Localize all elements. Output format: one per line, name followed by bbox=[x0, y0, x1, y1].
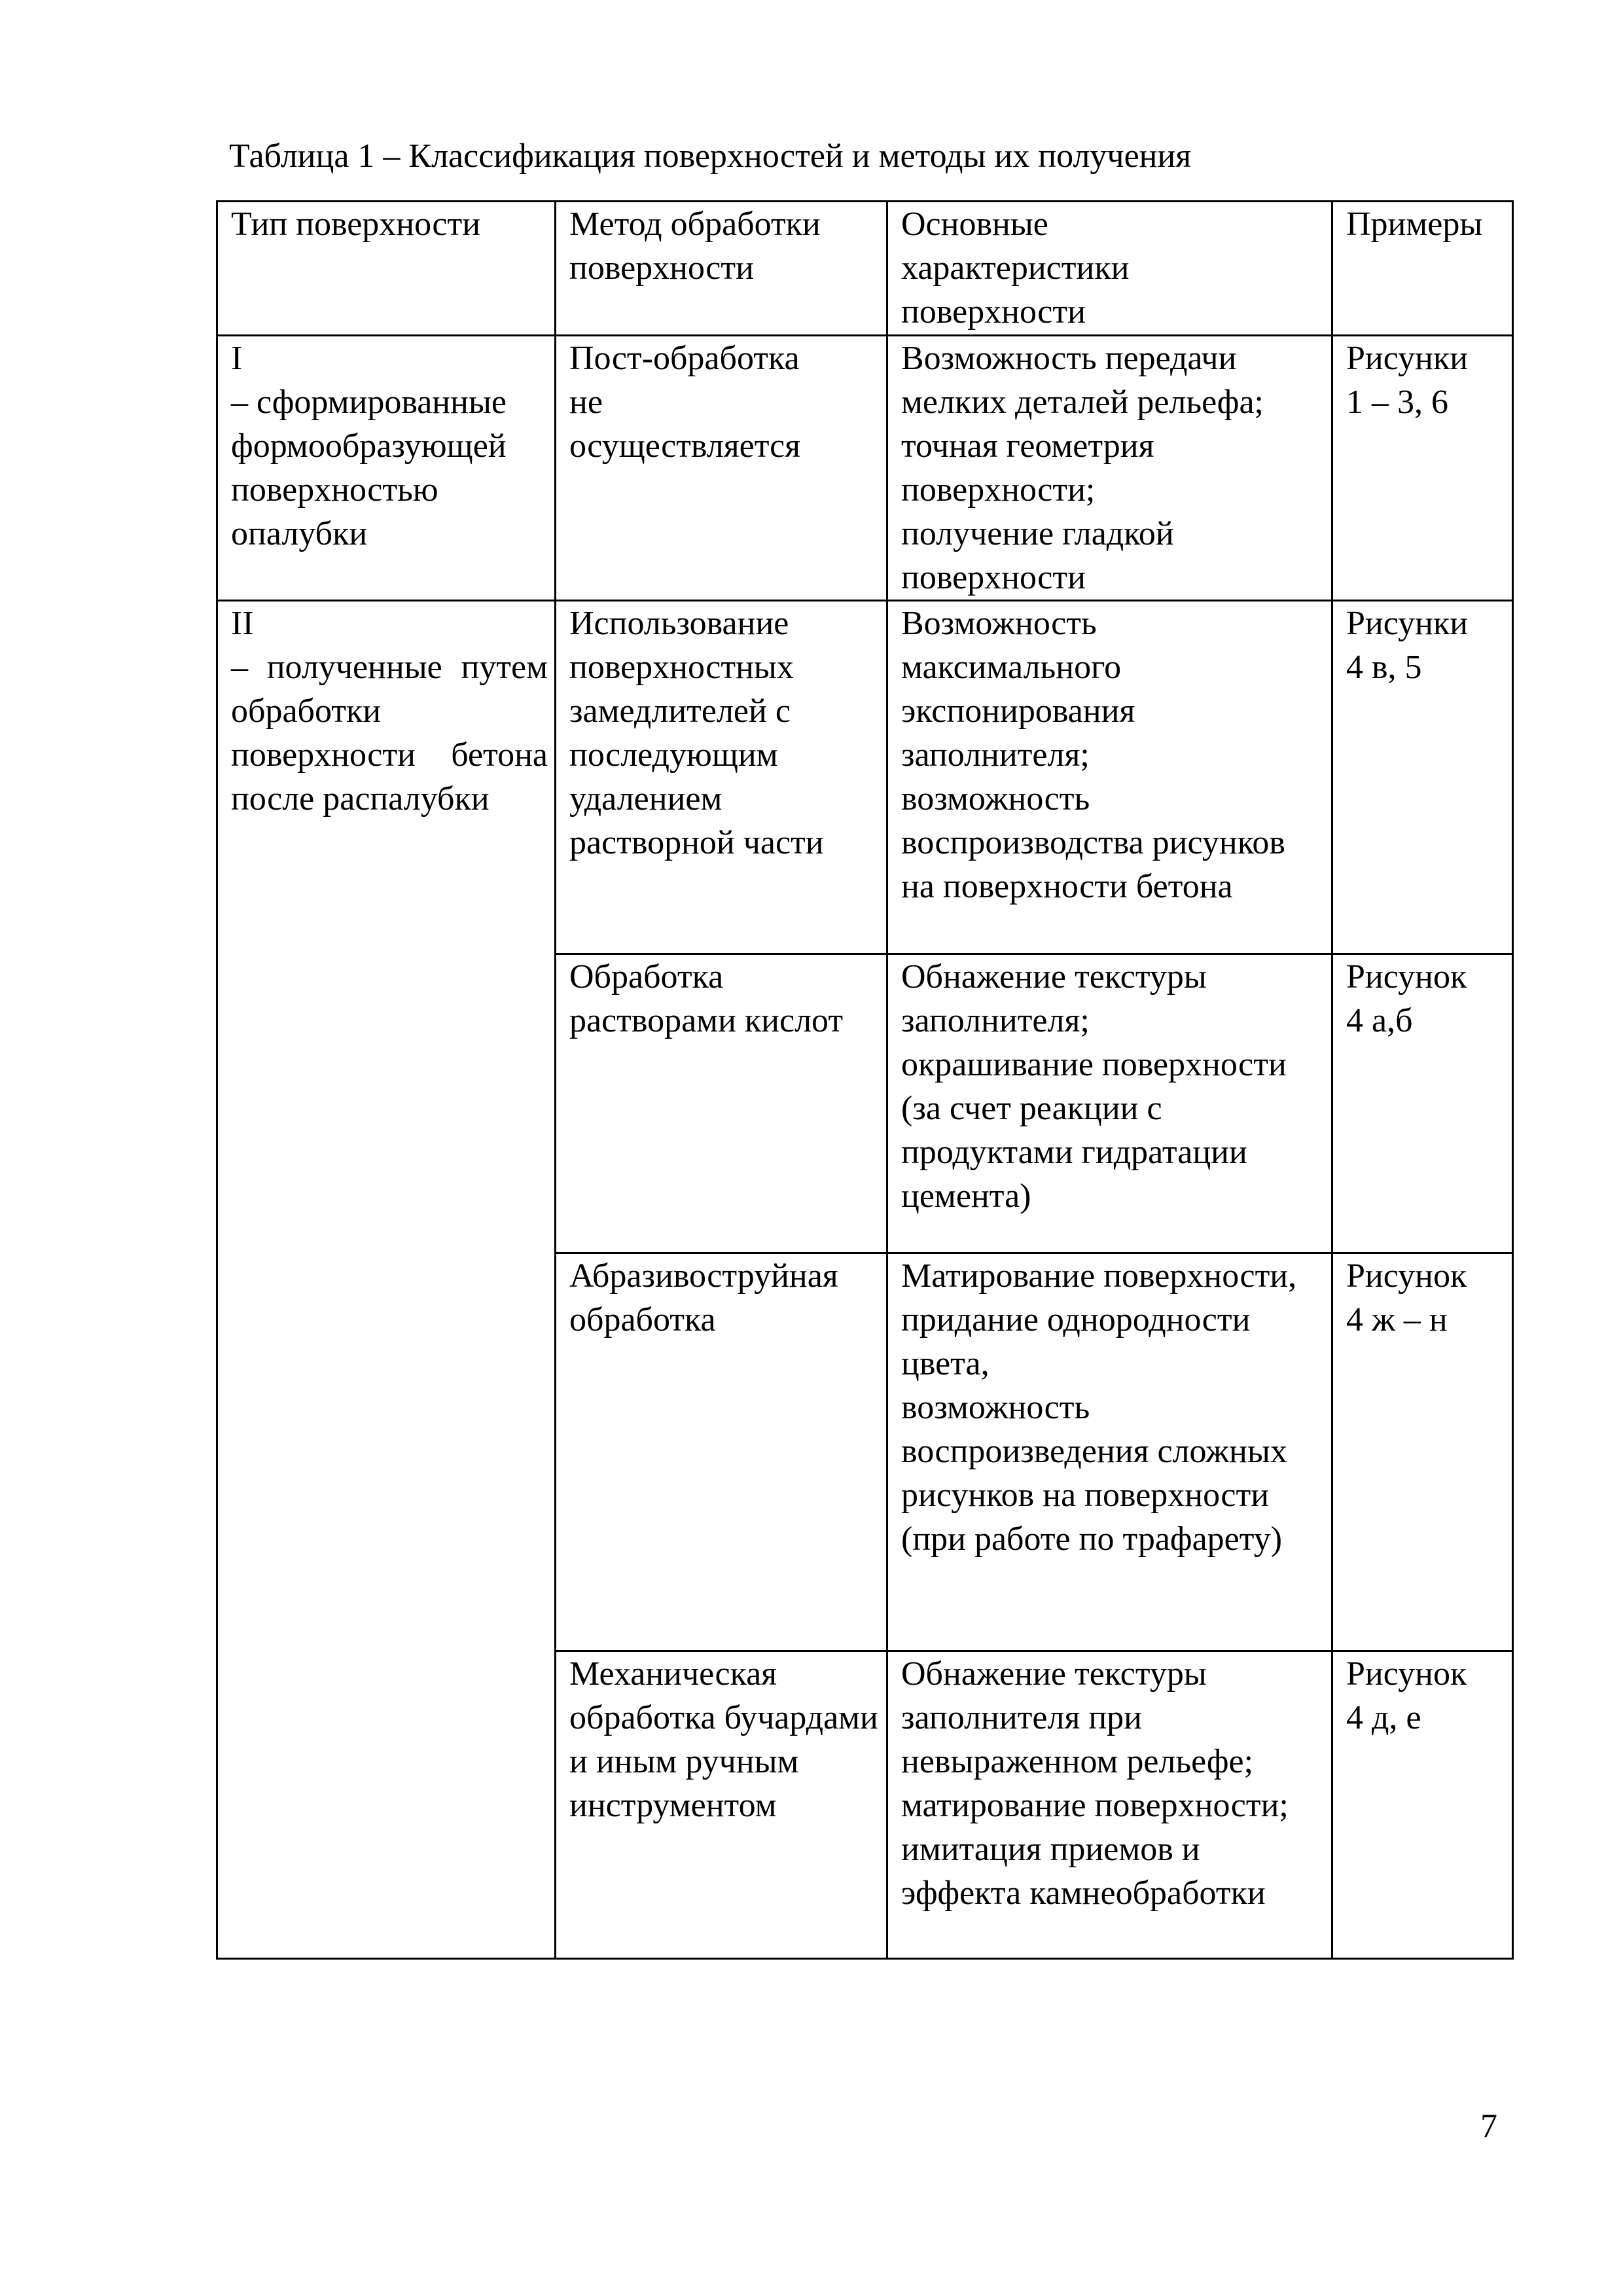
examples-cell: Рисунки 4 в, 5 bbox=[1332, 601, 1513, 954]
examples-cell: Рисунок 4 ж – н bbox=[1332, 1253, 1513, 1651]
examples-cell: Рисунок 4 д, е bbox=[1332, 1651, 1513, 1959]
table-row bbox=[217, 601, 1513, 954]
characteristics-cell: Матирование поверхности, придание однородности цвета, возможность воспроизведения сложных рисунков на поверхности (при работе по трафарету) bbox=[887, 1253, 1332, 1651]
header-cell-characteristics: Основные характеристики поверхности bbox=[887, 202, 1332, 336]
header-cell-examples: Примеры bbox=[1332, 202, 1513, 336]
method-cell: Обработка растворами кислот bbox=[556, 954, 887, 1253]
examples-cell: Рисунки 1 – 3, 6 bbox=[1332, 336, 1513, 601]
classification-table bbox=[216, 200, 1514, 1960]
method-cell: Использование поверхностных замедлителей с последующим удалением растворной части bbox=[556, 601, 887, 954]
characteristics-cell: Обнажение текстуры заполнителя; окрашивание поверхности (за счет реакции с продуктами гидратации цемента) bbox=[887, 954, 1332, 1253]
header-cell-method: Метод обработки поверхности bbox=[556, 202, 887, 336]
method-cell: Абразивоструйная обработка bbox=[556, 1253, 887, 1651]
table-row bbox=[217, 336, 1513, 601]
characteristics-cell: Возможность передачи мелких деталей рельефа; точная геометрия поверхности; получение гладкой поверхности bbox=[887, 336, 1332, 601]
table-caption: Таблица 1 – Классификация поверхностей и методы их получения bbox=[229, 137, 1192, 175]
header-cell-type: Тип поверхности bbox=[217, 202, 556, 336]
characteristics-cell: Возможность максимального экспонирования заполнителя; возможность воспроизводства рисунков на поверхности бетона bbox=[887, 601, 1332, 954]
method-cell: Механическая обработка бучардами и иным ручным инструментом bbox=[556, 1651, 887, 1959]
page-number: 7 bbox=[1480, 2108, 1497, 2145]
examples-cell: Рисунок 4 а,б bbox=[1332, 954, 1513, 1253]
table-header-row bbox=[217, 202, 1513, 336]
type-cell-i: I – сформированные формообразующей поверхностью опалубки bbox=[217, 336, 556, 601]
type-cell-ii: II – полученные путем обработки поверхности бетона после распалубки bbox=[217, 601, 556, 1959]
method-cell: Пост-обработка не осуществляется bbox=[556, 336, 887, 601]
characteristics-cell: Обнажение текстуры заполнителя при невыраженном рельефе; матирование поверхности; имитация приемов и эффекта камнеобработки bbox=[887, 1651, 1332, 1959]
